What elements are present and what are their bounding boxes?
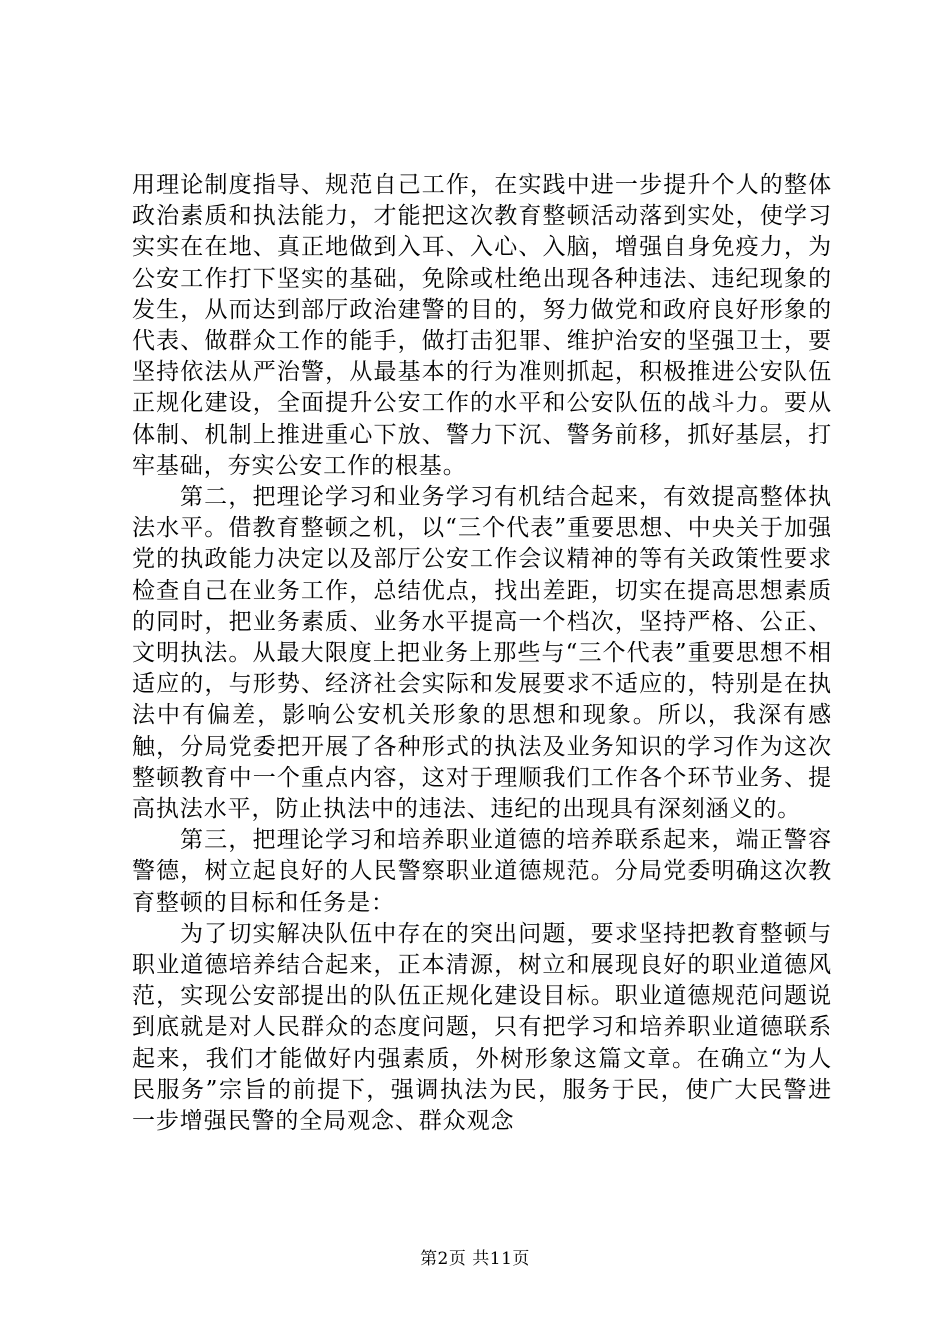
paragraph-3: 第三，把理论学习和培养职业道德的培养联系起来，端正警容警德，树立起良好的人民警察职业道德规范。分局党委明确这次教育整顿的目标和任务是：: [132, 827, 832, 916]
paragraph-1: 用理论制度指导、规范自己工作，在实践中进一步提升个人的整体政治素质和执法能力，才能把这次教育整顿活动落到实处，使学习实实在在地、真正地做到入耳、入心、入脑，增强自身免疫力，为公安工作打下坚实的基础，免除或杜绝出现各种违法、违纪现象的发生，从而达到部厅政治建警的目的，努力做党和政府良好形象的代表、做群众工作的能手，做打击犯罪、维护治安的坚强卫士，要坚持依法从严治警，从最基本的行为准则抓起，积极推进公安队伍正规化建设，全面提升公安工作的水平和公安队伍的战斗力。要从体制、机制上推进重心下放、警力下沉、警务前移，抓好基层，打牢基础，夯实公安工作的根基。: [132, 172, 832, 479]
page-number-footer: 第2页 共11页: [420, 1249, 530, 1269]
paragraph-4: 为了切实解决队伍中存在的突出问题，要求坚持把教育整顿与职业道德培养结合起来，正本清源，树立和展现良好的职业道德风范，实现公安部提出的队伍正规化建设目标。职业道德规范问题说到底就是对人民群众的态度问题，只有把学习和培养职业道德联系起来，我们才能做好内强素质，外树形象这篇文章。在确立“为人民服务”宗旨的前提下，强调执法为民，服务于民，使广大民警进一步增强民警的全局观念、群众观念: [132, 920, 832, 1135]
document-body: [132, 170, 832, 1137]
paragraph-2: 第二，把理论学习和业务学习有机结合起来，有效提高整体执法水平。借教育整顿之机，以“三个代表”重要思想、中央关于加强党的执政能力决定以及部厅公安工作会议精神的等有关政策性要求检查自己在业务工作，总结优点，找出差距，切实在提高思想素质的同时，把业务素质、业务水平提高一个档次，坚持严格、公正、文明执法。从最大限度上把业务上那些与“三个代表”重要思想不相适应的，与形势、经济社会实际和发展要求不适应的，特别是在执法中有偏差，影响公安机关形象的思想和现象。所以，我深有感触，分局党委把开展了各种形式的执法及业务知识的学习作为这次整顿教育中一个重点内容，这对于理顺我们工作各个环节业务、提高执法水平，防止执法中的违法、违纪的出现具有深刻涵义的。: [132, 484, 832, 823]
